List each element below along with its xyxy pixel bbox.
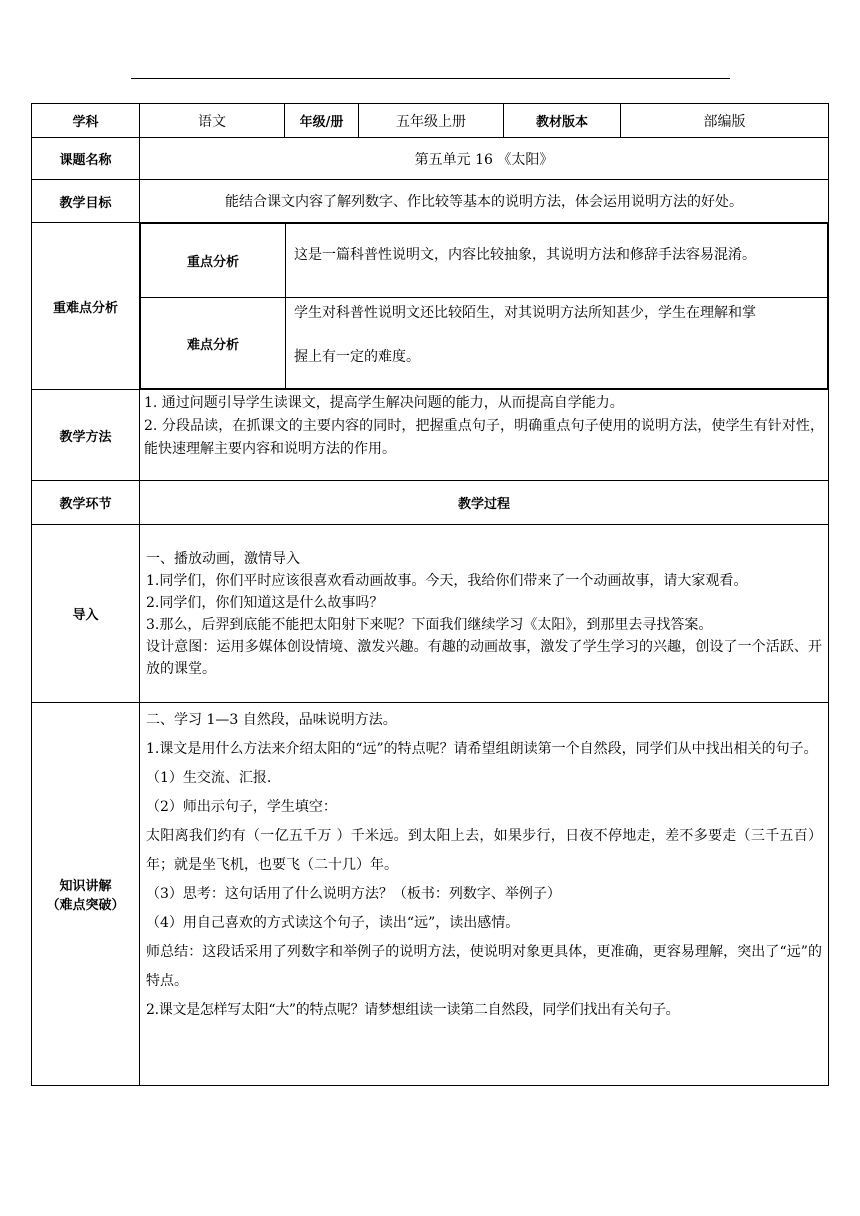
intro-line: 3.那么，后羿到底能不能把太阳射下来呢？下面我们继续学习《太阳》，到那里去寻找答案。 [146, 616, 713, 633]
knowledge-line: 太阳离我们约有（一亿五千万 ）千米远。到太阳上去，如果步行，日夜不停地走，差不多要走（三千五百）年；就是坐飞机，也要飞（二十几）年。 [146, 828, 822, 873]
key-point-label: 重点分析 [141, 224, 286, 298]
analysis-detail [140, 223, 829, 390]
header-rule [131, 78, 730, 79]
knowledge-line: （1）生交流、汇报. [146, 770, 272, 786]
goal-label: 教学目标 [32, 180, 140, 223]
row-intro [32, 525, 829, 703]
intro-line: 2.同学们，你们知道这是什么故事吗？ [146, 594, 384, 611]
row-knowledge [32, 703, 829, 1086]
topic-label: 课题名称 [32, 138, 140, 180]
difficulty-line: 学生对科普性说明文还比较陌生，对其说明方法所知甚少，学生在理解和掌 [294, 305, 756, 321]
row-methods [32, 390, 829, 481]
row-analysis [32, 223, 829, 390]
row-subject [32, 104, 829, 138]
intro-line: 一、播放动画，激情导入 [146, 550, 300, 567]
analysis-label: 重难点分析 [32, 223, 140, 390]
difficulty-line: 握上有一定的难度。 [294, 349, 420, 365]
edition-label: 教材版本 [504, 104, 621, 138]
lesson-plan-table [31, 103, 829, 1086]
topic-value: 第五单元 16 《太阳》 [140, 138, 829, 180]
knowledge-line: 二、学习 1—3 自然段，品味说明方法。 [146, 712, 397, 728]
method-item: 1. 通过问题引导学生读课文，提高学生解决问题的能力，从而提高自学能力。 [144, 395, 624, 411]
process-title: 教学过程 [140, 481, 829, 525]
intro-line: 1.同学们，你们平时应该很喜欢看动画故事。今天，我给你们带来了一个动画故事，请大家观看。 [146, 572, 748, 589]
subject-label: 学科 [32, 104, 140, 138]
process-stage-label: 教学环节 [32, 481, 140, 525]
difficulty-value [286, 298, 828, 389]
intro-content [140, 525, 829, 703]
knowledge-label [32, 703, 140, 1086]
edition-value: 部编版 [621, 104, 829, 138]
row-topic [32, 138, 829, 180]
row-goal [32, 180, 829, 223]
knowledge-content [140, 703, 829, 1086]
difficulty-label: 难点分析 [141, 298, 286, 389]
knowledge-line: 1.课文是用什么方法来介绍太阳的“远”的特点呢？请希望组朗读第一个自然段，同学们从中找出相关的句子。 [146, 741, 818, 757]
knowledge-label-line2: （难点突破） [46, 898, 125, 913]
goal-value: 能结合课文内容了解列数字、作比较等基本的说明方法，体会运用说明方法的好处。 [140, 180, 829, 223]
key-point-value: 这是一篇科普性说明文，内容比较抽象，其说明方法和修辞手法容易混淆。 [286, 224, 828, 298]
grade-label: 年级/册 [285, 104, 359, 138]
knowledge-line: （2）师出示句子，学生填空： [146, 799, 337, 815]
knowledge-label-line1: 知识讲解 [59, 879, 112, 894]
knowledge-line: 2.课文是怎样写太阳“大”的特点呢？请梦想组读一读第二自然段，同学们找出有关句子。 [146, 1002, 680, 1018]
intro-line: 设计意图：运用多媒体创设情境、激发兴趣。有趣的动画故事，激发了学生学习的兴趣，创设了一个活跃、开放的课堂。 [146, 638, 822, 677]
methods-label: 教学方法 [32, 390, 140, 481]
subject-value: 语文 [140, 104, 285, 138]
row-process-header [32, 481, 829, 525]
knowledge-line: 师总结：这段话采用了列数字和举例子的说明方法，使说明对象更具体，更准确，更容易理解，突出了“远”的特点。 [146, 944, 822, 989]
knowledge-line: （4）用自己喜欢的方式读这个句子，读出“远”，读出感情。 [146, 915, 520, 931]
methods-value [140, 390, 829, 481]
knowledge-line: （3）思考：这句话用了什么说明方法？（板书：列数字、举例子） [146, 886, 561, 902]
analysis-subtable [140, 223, 828, 389]
method-item: 2. 分段品读，在抓课文的主要内容的同时，把握重点句子，明确重点句子使用的说明方法，使学生有针对性，能快速理解主要内容和说明方法的作用。 [144, 418, 824, 457]
intro-label: 导入 [32, 525, 140, 703]
grade-value: 五年级上册 [359, 104, 504, 138]
